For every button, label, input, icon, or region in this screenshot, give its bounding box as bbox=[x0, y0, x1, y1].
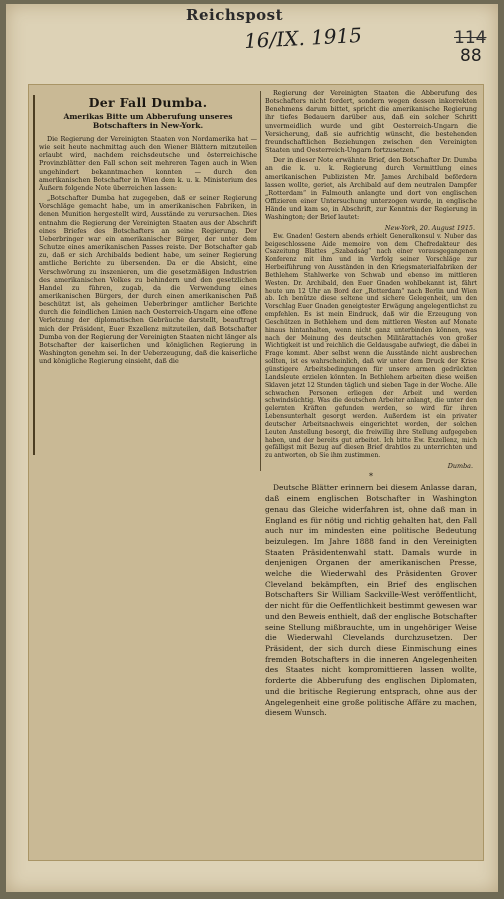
handwritten-date: 16/IX. 1915 bbox=[243, 22, 363, 54]
article-title: Der Fall Dumba. bbox=[88, 95, 208, 110]
left-paragraph: „Botschafter Dumba hat zugegeben, daß er seiner Regierung Vorschläge gemacht habe, um in amerikanischen Fabriken, in denen Munition hergestellt wird, Ausstände zu verursachen. Dies entnahm die Regierung der Vereinigten Staaten aus der Abschrift eines Briefes des Botschafters an seine Regierung. Der Ueberbringer war ein amerikanischer Bürger, der unter dem Schutze eines amerikanischen Passes reiste. Der Botschafter gab zu, daß er sich Archibalds bedient habe, um seiner Regierung amtliche Berichte zu übersenden. Da er die Absicht, eine Verschwörung zu inszenieren, um die gesetzmäßigen Industrien des amerikanischen Volkes zu behindern und den gesetzlichen Handel zu führen, zugab, da die Verwendung eines amerikanischen Bürgers, der durch einen amerikanischen Paß beschützt ist, als geheimen Ueberbringer amtlicher Berichte durch die feindlichen Linien nach Oesterreich-Ungarn eine offene Verletzung der diplomatischen Gebräuche darstellt, beauftragt mich der Präsident, Euer Exzellenz mitzuteilen, daß Botschafter Dumba von der Regierung der Vereinigten Staaten nicht länger als Botschafter der kaiserlichen und königlichen Regierung in Washington genehm sei. In der Ueberzeugung, daß die kaiserliche und königliche Regierung einsieht, daß die bbox=[39, 194, 257, 366]
newspaper-name: Reichspost bbox=[186, 6, 284, 24]
archive-sheet bbox=[6, 4, 498, 892]
section-separator: * bbox=[369, 472, 373, 482]
right-paragraph: Der in dieser Note erwähnte Brief, den Botschafter Dr. Dumba an die k. u. k. Regierung durch Vermittlung eines amerikanischen Publizisten Mr. James Archibald befördern lassen wollte, geriet, als Archibald auf dem neutralen Dampfer „Rotterdam“ in Falmouth anlangte und dort von englischen Offizieren einer Untersuchung unterzogen wurde, in englische Hände und kam so, in Abschrift, zur Kenntnis der Regierung in Washington; der Brief lautet: bbox=[265, 156, 477, 222]
left-column bbox=[39, 89, 257, 859]
page-number: 88 bbox=[460, 46, 482, 66]
margin-marker bbox=[33, 95, 35, 455]
quoted-letter: Ew. Gnaden! Gestern abends erhielt Generalkonsul v. Nuber das beigeschlossene Aide memoire von dem Chefredakteur des Csazeitung Blattes „Szabadság“ nach einer vorausgegangenen Konferenz mit ihm und in Verfolg seiner Vorschläge zur Herbeiführung von Ausständen in den Kriegsmaterialfabriken der Bethlehem Stahlwerke von Schwab und ebenso im mittleren Westen. Dr. Archibald, den Euer Gnaden wohlbekannt ist, fährt heute um 12 Uhr an Bord der „Rotterdam“ nach Berlin und Wien ab. Ich benütze diese seltene und sichere Gelegenheit, um den Vorschlag Euer Gnaden geneigtester Erwägung angelegentlichst zu empfehlen. Es ist mein Eindruck, daß wir die Erzeugung von Geschützen in Bethlehem und dem mittleren Westen auf Monate hinaus hintanhalten, wenn nicht ganz unterbinden können, was nach der Meinung des deutschen Militärattachés von großer Wichtigkeit ist und reichlich die Geldausgabe aufwiegt, die dabei in Frage kommt. Aber selbst wenn die Ausstände nicht ausbrechen sollten, ist es wahrscheinlich, daß wir unter dem Druck der Krise günstigere Arbeitsbedingungen für unsere armen gedrückten Landsleute erzielen könnten. In Bethlehem arbeiten diese weißen Sklaven jetzt 12 Stunden täglich und sieben Tage in der Woche. Alle schwachen Personen erliegen der Arbeit und werden schwindsüchtig. Was die deutschen Arbeiter anlangt, die unter den gelernten Kräften gefunden werden, so wird für ihren Lebensunterhalt gesorgt werden. Außerdem ist ein privater deutscher Arbeitsnachweis eingerichtet worden, der solchen Leuten Anstellung besorgt, die freiwillig ihre Stellung aufgegeben haben, und der bereits gut arbeitet. Ich bitte Ew. Exzellenz, mich gefälligst mit Bezug auf diesen Brief drahtlos zu unterrichten und zu antworten, ob Sie ihm zustimmen. bbox=[265, 232, 477, 460]
newspaper-clipping bbox=[28, 84, 484, 861]
right-column bbox=[265, 89, 477, 859]
struck-page-number: 114 bbox=[454, 28, 487, 48]
column-divider bbox=[260, 91, 261, 471]
letter-signature: Dumba. bbox=[447, 462, 473, 471]
left-paragraph: Die Regierung der Vereinigten Staaten von Nordamerika hat — wie seit heute nachmittag auch den Wiener Blättern mitzuteilen erlaubt wird, nachdem reichsdeutsche und österreichische Provinzblätter den Fall schon seit mehreren Tagen auch in Wien ungehindert bekanntmachen konnten — durch den amerikanischen Botschafter in Wien dem k. u. k. Ministerium des Äußern folgende Note überreichen lassen: bbox=[39, 135, 257, 192]
right-lower-paragraph: Deutsche Blätter erinnern bei diesem Anlasse daran, daß einem englischen Botschafter in Washington genau das Gleiche widerfahren ist, ohne daß man in England es für nötig und richtig gehalten hat, den Fall auch nur im mindesten eine politische Bedeutung beizulegen. Im Jahre 1888 fand in den Vereinigten Staaten Präsidentenwahl statt. Damals wurde in denjenigen Organen der amerikanischen Presse, welche die Wiederwahl des Präsidenten Grover Cleveland bekämpften, ein Brief des englischen Botschafters Sir William Sackville-West veröffentlicht, der nicht für die Oeffentlichkeit bestimmt gewesen war und den Beweis enthielt, daß der englische Botschafter seine Stellung mißbrauchte, um in ungehöriger Weise die Wiederwahl Clevelands durchzusetzen. Der Präsident, der sich durch diese Einmischung eines fremden Botschafters in die inneren Angelegenheiten des Staates nicht kompromittieren lassen wollte, forderte die Abberufung des englischen Diplomaten, und die britische Regierung entsprach, ohne aus der Angelegenheit eine große politische Affäre zu machen, diesem Wunsch. bbox=[265, 483, 477, 718]
right-paragraph: Regierung der Vereinigten Staaten die Abberufung des Botschafters nicht fordert, sondern wegen dessen inkorrekten Benehmens darum bittet, spricht die amerikanische Regierung ihr tiefes Bedauern darüber aus, daß ein solcher Schritt unvermeidlich wurde und gibt Oesterreich-Ungarn die Versicherung, daß sie aufrichtig wünscht, die bestehenden freundschaftlichen Beziehungen zwischen den Vereinigten Staaten und Oesterreich-Ungarn fortzusetzen.“ bbox=[265, 89, 477, 155]
letter-dateline: New-York, 20. August 1915. bbox=[384, 223, 475, 232]
article-subtitle: Amerikas Bitte um Abberufung unseres Botschafters in New-York. bbox=[63, 112, 233, 130]
